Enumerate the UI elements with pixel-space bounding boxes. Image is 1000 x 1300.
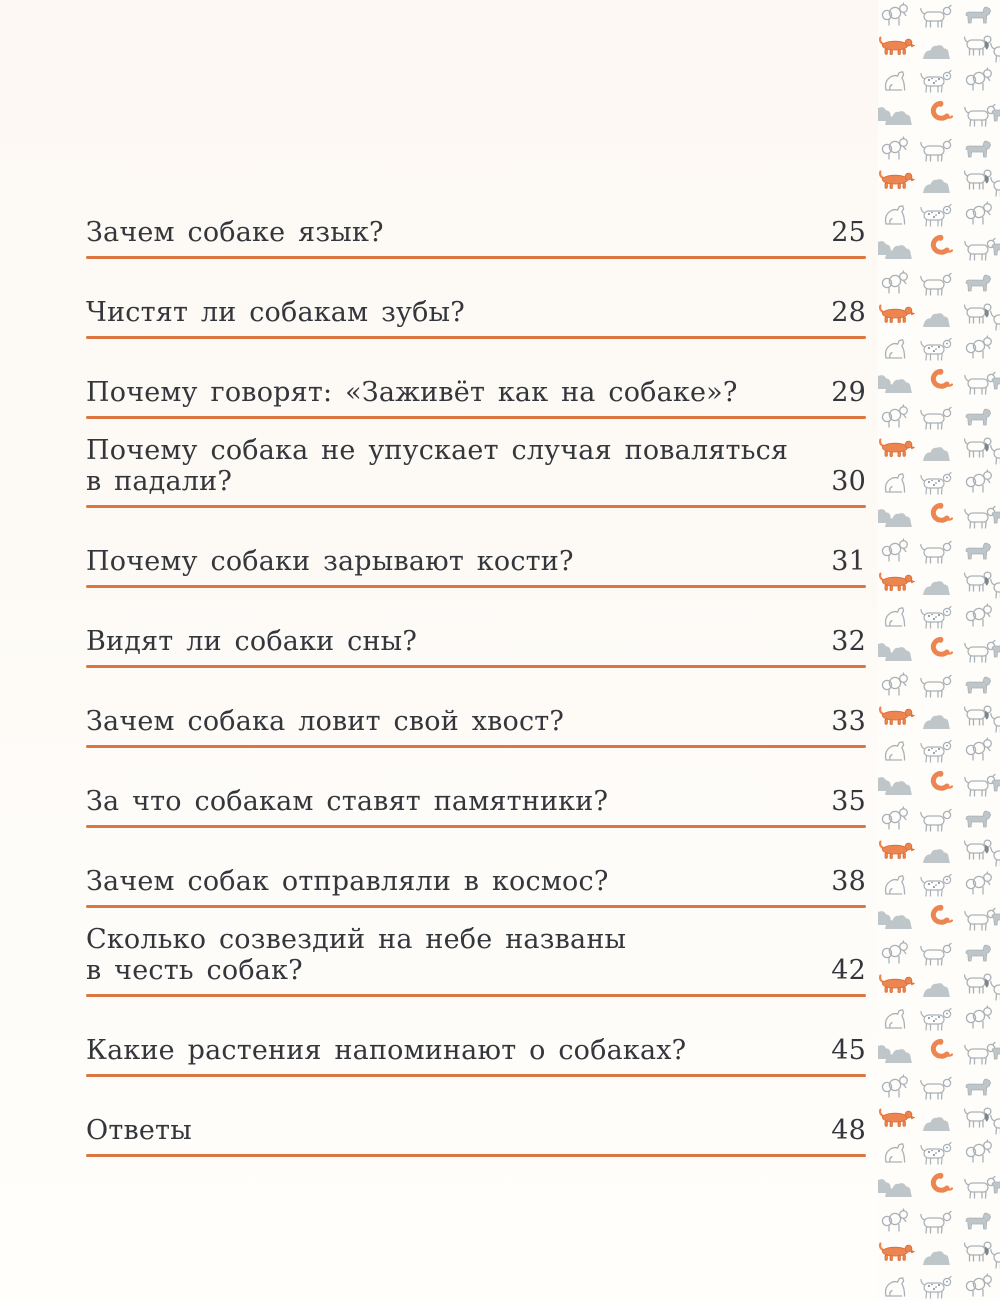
toc-entry-row	[86, 297, 866, 328]
toc-entry-page-number: 31	[831, 546, 866, 577]
toc-entry	[86, 924, 866, 997]
toc-entry-rule	[86, 585, 866, 588]
toc-entry	[86, 1035, 866, 1077]
toc-entry-title: Почему собака не упускает случая поваляться	[86, 435, 789, 466]
toc-entry-row	[86, 786, 866, 817]
toc-entry-row	[86, 1035, 866, 1066]
toc-entry-page-number: 25	[831, 217, 866, 248]
toc-entry-rule	[86, 416, 866, 419]
toc-entry-row	[86, 924, 866, 955]
toc-entry	[86, 217, 866, 259]
toc-entry-row	[86, 435, 866, 466]
toc-entry-row	[86, 377, 866, 408]
toc-entry-page-number: 45	[831, 1035, 866, 1066]
table-of-contents	[86, 217, 866, 1195]
toc-entry	[86, 435, 866, 508]
toc-entry-row	[86, 866, 866, 897]
toc-entry-rule	[86, 336, 866, 339]
toc-entry-page-number: 48	[831, 1115, 866, 1146]
toc-entry-title: Почему собаки зарывают кости?	[86, 546, 574, 577]
dog-pattern-svg	[878, 0, 1000, 1300]
toc-entry	[86, 546, 866, 588]
toc-entry-row	[86, 626, 866, 657]
toc-entry	[86, 706, 866, 748]
toc-entry	[86, 297, 866, 339]
toc-entry-row	[86, 706, 866, 737]
toc-entry-title: Зачем собаке язык?	[86, 217, 384, 248]
toc-entry-title: в честь собак?	[86, 955, 303, 986]
toc-entry-rule	[86, 745, 866, 748]
toc-entry-row	[86, 1115, 866, 1146]
toc-entry-page-number: 30	[831, 466, 866, 497]
toc-entry-title: Ответы	[86, 1115, 192, 1146]
toc-entry-rule	[86, 905, 866, 908]
toc-entry-row	[86, 546, 866, 577]
toc-entry-title: Зачем собак отправляли в космос?	[86, 866, 609, 897]
toc-entry	[86, 377, 866, 419]
toc-entry	[86, 626, 866, 668]
dog-pattern-border	[878, 0, 1000, 1300]
toc-entry-page-number: 42	[831, 955, 866, 986]
toc-entry-rule	[86, 256, 866, 259]
toc-entry-rule	[86, 505, 866, 508]
toc-entry-row	[86, 955, 866, 986]
toc-entry-title: Почему говорят: «Заживёт как на собаке»?	[86, 377, 738, 408]
toc-entry-rule	[86, 994, 866, 997]
toc-entry-title: За что собакам ставят памятники?	[86, 786, 609, 817]
toc-entry-page-number: 29	[831, 377, 866, 408]
toc-entry-title: Чистят ли собакам зубы?	[86, 297, 465, 328]
toc-entry-page-number: 28	[831, 297, 866, 328]
toc-entry-page-number: 38	[831, 866, 866, 897]
toc-entry-title: Зачем собака ловит свой хвост?	[86, 706, 565, 737]
toc-entry	[86, 786, 866, 828]
toc-entry	[86, 866, 866, 908]
toc-entry-rule	[86, 825, 866, 828]
toc-entry-page-number: 35	[831, 786, 866, 817]
toc-entry-row	[86, 217, 866, 248]
toc-entry-rule	[86, 665, 866, 668]
toc-entry-title: Какие растения напоминают о собаках?	[86, 1035, 687, 1066]
toc-entry-title: Сколько созвездий на небе названы	[86, 924, 627, 955]
toc-entry-rule	[86, 1074, 866, 1077]
toc-entry-row	[86, 466, 866, 497]
toc-entry-title: Видят ли собаки сны?	[86, 626, 418, 657]
toc-entry-rule	[86, 1154, 866, 1157]
toc-entry-page-number: 32	[831, 626, 866, 657]
toc-entry-title: в падали?	[86, 466, 233, 497]
toc-entry	[86, 1115, 866, 1157]
toc-entry-page-number: 33	[831, 706, 866, 737]
